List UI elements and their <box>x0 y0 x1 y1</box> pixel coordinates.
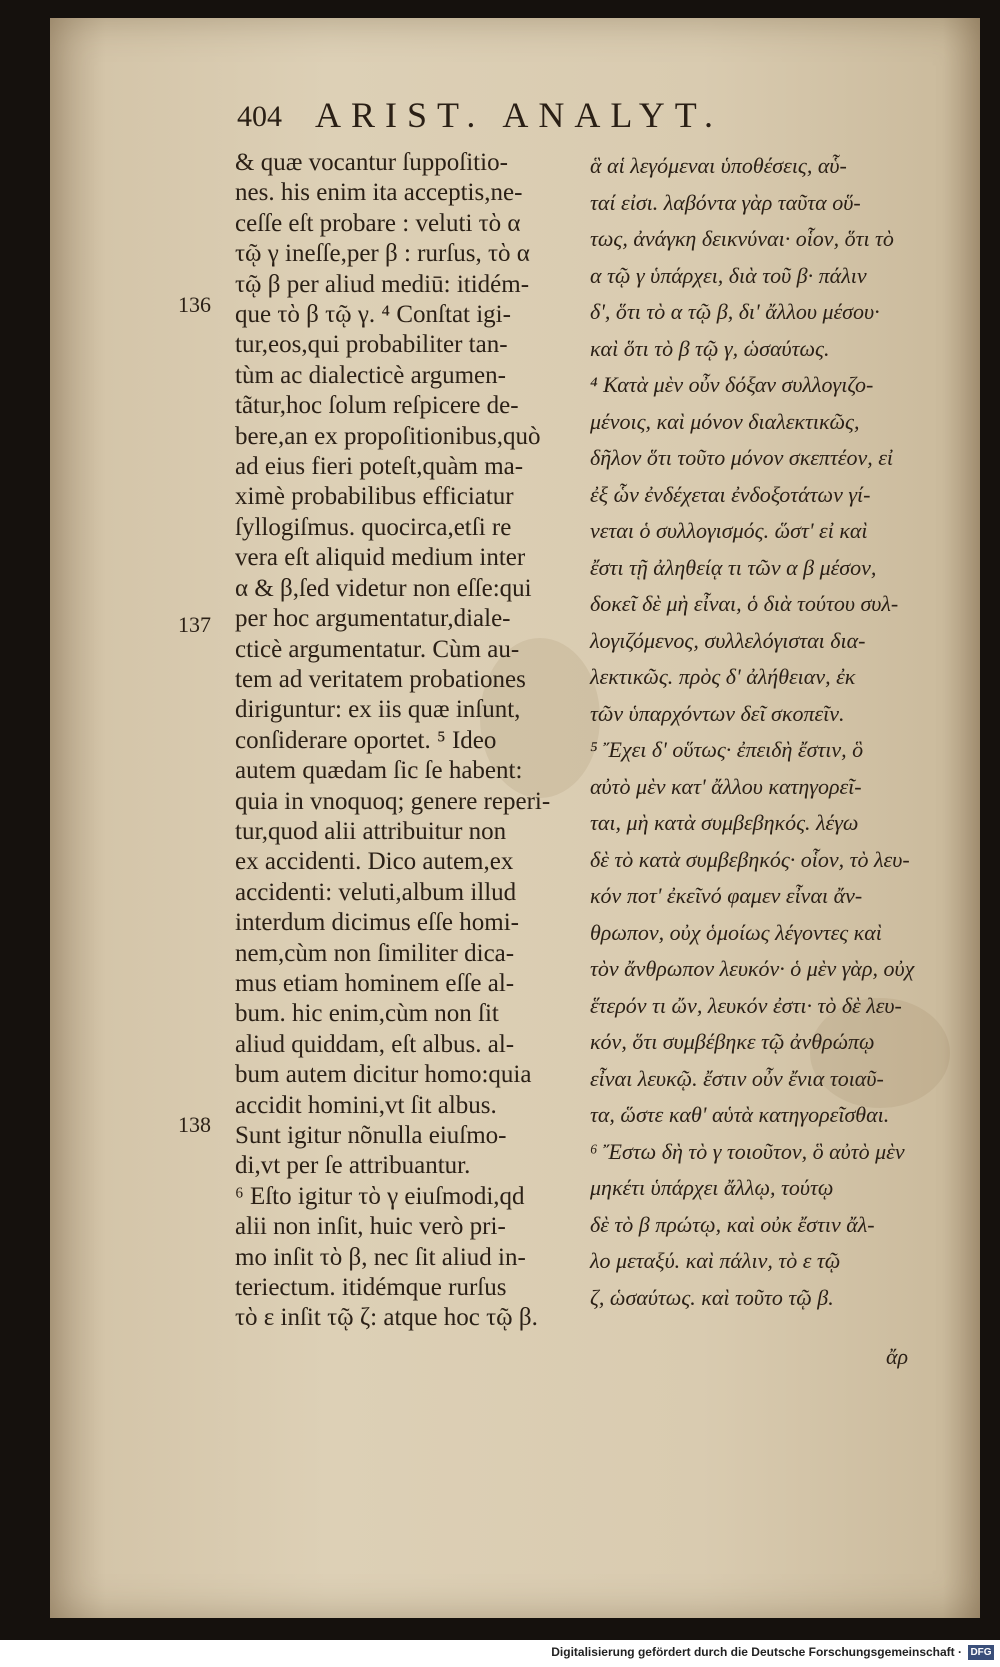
text-line: per hoc argumentatur,diale- <box>235 605 511 633</box>
text-line: accidenti: veluti,album illud <box>235 878 517 906</box>
text-line: aliud quiddam, eſt albus. al- <box>235 1030 515 1058</box>
text-line: que τὸ β τῷ γ. ⁴ Conſtat igi- <box>235 301 511 329</box>
funding-credit: Digitalisierung gefördert durch die Deutsche Forschungsgemeinschaft · <box>551 1645 962 1659</box>
text-line: vera eſt aliquid medium inter <box>235 544 526 572</box>
text-line: ſyllogiſmus. quocirca,etſi re <box>235 513 512 541</box>
text-line: ⁵ Ἔχει δ' οὕτως· ἐπειδὴ ἔστιν, ὃ <box>590 737 864 762</box>
text-line: νεται ὁ συλλογισμός. ὥστ' εἰ καὶ <box>590 518 868 543</box>
text-line: λογιζόμενος, συλλελόγισται δια- <box>590 627 866 653</box>
text-line: tãtur,hoc ſolum reſpicere de- <box>235 392 519 420</box>
running-title: ARIST. ANALYT. <box>315 95 724 135</box>
text-line: ex accidenti. Dico autem,ex <box>235 848 514 876</box>
text-line: tur,eos,qui probabiliter tan- <box>235 331 508 359</box>
page-number: 404 <box>237 100 282 133</box>
margin-number-138: 138 <box>178 1112 211 1137</box>
text-line: mo inſit τὸ β, nec ſit aliud in- <box>235 1243 526 1271</box>
text-line: ⁶ Ἔστω δὴ τὸ γ τοιοῦτον, ὃ αὐτὸ μὲν <box>590 1138 905 1164</box>
text-line: nem,cùm non ſimiliter dica- <box>235 939 515 967</box>
text-line: mus etiam hominem eſſe al- <box>235 969 515 997</box>
text-line: alii non inſit, huic verò pri- <box>235 1213 506 1241</box>
text-line: τως, ἀνάγκη δεικνύναι· οἷον, ὅτι τὸ <box>590 226 894 251</box>
text-line: ζ, ὡσαύτως. καὶ τοῦτο τῷ β. <box>590 1284 834 1310</box>
text-line: δοκεῖ δὲ μὴ εἶναι, ὁ διὰ τούτου συλ- <box>590 591 899 616</box>
text-line: ταί εἰσι. λαβόντα γὰρ ταῦτα οὕ- <box>590 189 861 215</box>
text-line: bere,an ex propoſitionibus,quò <box>235 422 541 450</box>
latin-text-column <box>235 148 570 1334</box>
text-line: τῷ β per aliud mediū: itidém- <box>235 270 530 298</box>
text-line: κόν, ὅτι συμβέβηκε τῷ ἀνθρώπῳ <box>590 1029 875 1054</box>
text-line: μένοις, καὶ μόνον διαλεκτικῶς, <box>590 408 860 434</box>
text-line: bum autem dicitur homo:quia <box>235 1061 532 1089</box>
text-line: Sunt igitur nõnulla eiuſmo- <box>235 1122 507 1149</box>
text-line: τῷ γ ineſſe,per β : rurſus, τὸ α <box>235 240 530 268</box>
text-line: cticè argumentatur. Cùm au- <box>235 635 520 663</box>
text-line: ceſſe eſt probare : veluti τὸ α <box>235 209 521 237</box>
text-line: αὐτὸ μὲν κατ' ἄλλου κατηγορεῖ- <box>590 773 862 799</box>
text-line: ἃ αἱ λεγόμεναι ὑποθέσεις, αὗ- <box>590 153 847 178</box>
text-line: τα, ὥστε καθ' αὑτὰ κατηγορεῖσθαι. <box>590 1102 890 1127</box>
greek-text-column <box>590 148 930 1316</box>
text-line: accidit homini,vt ſit albus. <box>235 1091 497 1119</box>
text-line: ⁴ Κατὰ μὲν οὖν δόξαν συλλογιζο- <box>590 372 874 397</box>
text-line: tur,quod alii attribuitur non <box>235 817 507 845</box>
catchword: ἄρ <box>886 1344 909 1369</box>
text-line: autem quædam ſic ſe habent: <box>235 757 523 785</box>
text-line: εἶναι λευκῷ. ἔστιν οὖν ἔνια τοιαῦ- <box>590 1065 884 1091</box>
text-line: ad eius fieri poteſt,quàm ma- <box>235 453 524 481</box>
text-line: δ', ὅτι τὸ α τῷ β, δι' ἄλλου μέσου· <box>590 299 880 324</box>
margin-number-137: 137 <box>178 612 211 637</box>
text-line: di,vt per ſe attribuantur. <box>235 1152 471 1180</box>
text-line: & quæ vocantur ſuppoſitio- <box>235 149 508 176</box>
text-line: κόν ποτ' ἐκεῖνό φαμεν εἶναι ἄν- <box>590 883 863 908</box>
text-line: λεκτικῶς. πρὸς δ' ἀλήθειαν, ἐκ <box>590 664 856 689</box>
text-line: tem ad veritatem probationes <box>235 665 526 693</box>
text-line: δὲ τὸ β πρώτῳ, καὶ οὐκ ἔστιν ἄλ- <box>590 1211 875 1237</box>
text-line: δὲ τὸ κατὰ συμβεβηκός· οἷον, τὸ λευ- <box>590 846 910 872</box>
margin-number-136: 136 <box>178 292 211 317</box>
text-line: δῆλον ὅτι τοῦτο μόνον σκεπτέον, εἰ <box>590 445 894 470</box>
text-line: diriguntur: ex iis quæ inſunt, <box>235 696 521 724</box>
running-head <box>185 95 905 150</box>
text-line: tùm ac dialecticè argumen- <box>235 361 506 389</box>
text-line: interdum dicimus eſſe homi- <box>235 909 519 937</box>
text-line: teriectum. itidémque rurſus <box>235 1274 507 1302</box>
text-line: ximè probabilibus efficiatur <box>235 483 514 511</box>
text-line: λο μεταξύ. καὶ πάλιν, τὸ ε τῷ <box>590 1248 841 1273</box>
text-line: τὸν ἄνθρωπον λευκόν· ὁ μὲν γὰρ, οὐχ <box>590 956 915 981</box>
text-line: bum. hic enim,cùm non ſit <box>235 1000 499 1028</box>
dfg-logo: DFG <box>968 1645 994 1660</box>
text-line: conſiderare oportet. ⁵ Ideo <box>235 726 497 754</box>
text-line: τῶν ὑπαρχόντων δεῖ σκοπεῖν. <box>590 700 845 726</box>
text-line: ⁶ Eſto igitur τὸ γ eiuſmodi,qd <box>235 1182 525 1210</box>
footer-bar <box>0 1640 1000 1667</box>
text-line: μηκέτι ὑπάρχει ἄλλῳ, τούτῳ <box>590 1175 834 1200</box>
text-line: ται, μὴ κατὰ συμβεβηκός. λέγω <box>590 810 859 835</box>
text-line: α & β,ſed videtur non eſſe:qui <box>235 574 532 602</box>
text-line: τὸ ε inſit τῷ ζ: atque hoc τῷ β. <box>235 1304 538 1332</box>
text-line: καὶ ὅτι τὸ β τῷ γ, ὡσαύτως. <box>590 335 830 361</box>
text-line: quia in vnoquoq; genere reperi- <box>235 787 551 815</box>
text-line: ἐξ ὧν ἐνδέχεται ἐνδοξοτάτων γί- <box>590 481 871 507</box>
text-line: ἔστι τῇ ἀληθείᾳ τι τῶν α β μέσον, <box>590 554 877 580</box>
text-line: ἕτερόν τι ὤν, λευκόν ἐστι· τὸ δὲ λευ- <box>590 992 902 1018</box>
text-line: θρωπον, οὐχ ὁμοίως λέγοντες καὶ <box>590 919 882 945</box>
text-line: nes. his enim ita acceptis,ne- <box>235 179 523 207</box>
text-line: α τῷ γ ὑπάρχει, διὰ τοῦ β· πάλιν <box>590 262 867 288</box>
